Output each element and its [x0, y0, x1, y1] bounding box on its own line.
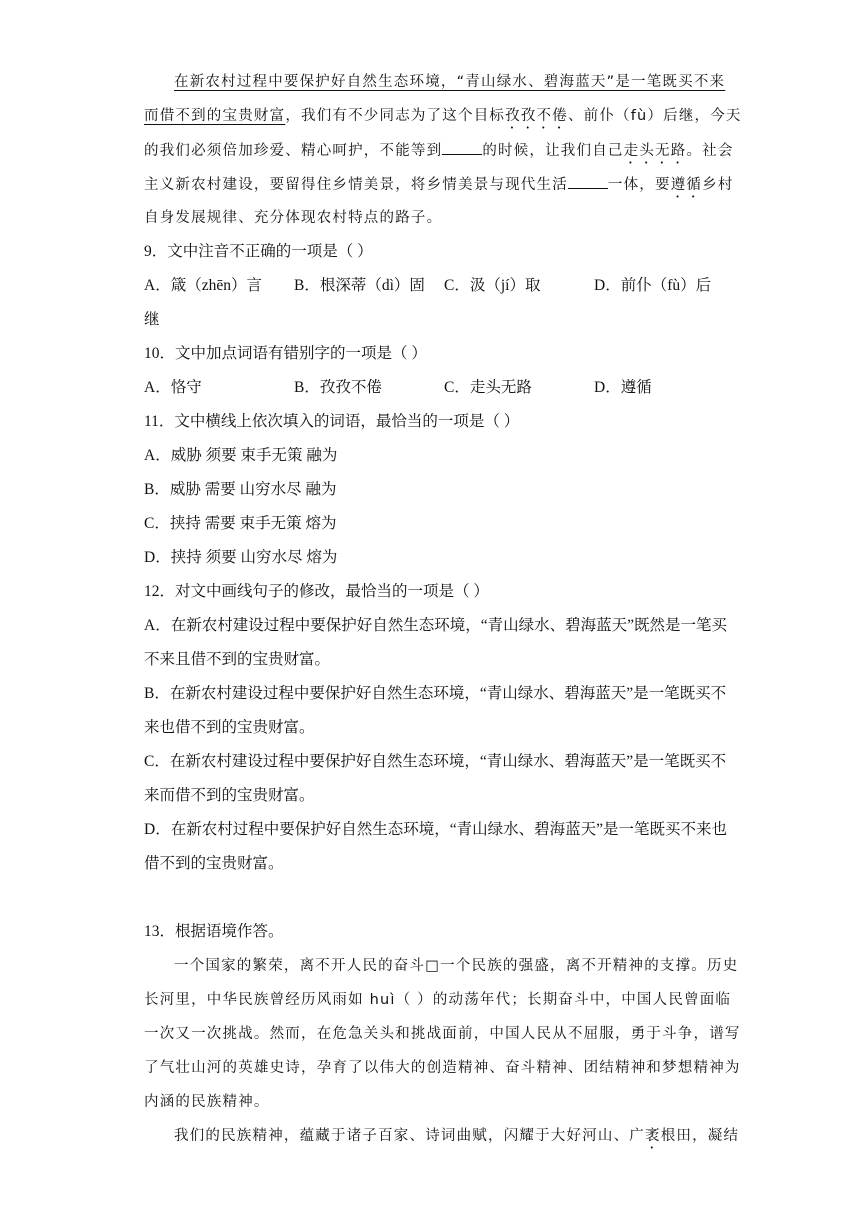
- q13-passage-line-2: 长河里，中华民族曾经历风雨如 huì（ ）的动荡年代；长期奋斗中，中国人民曾面临: [144, 992, 732, 1008]
- question-12-stem: 12．对文中画线句子的修改，最恰当的一项是（ ）: [144, 583, 489, 600]
- dotted-word-zunxun: 遵循: [670, 177, 703, 193]
- question-13-stem: 13．根据语境作答。: [144, 923, 284, 940]
- question-9-option-d-continued: 继: [144, 311, 160, 328]
- option-d[interactable]: D．挟持 须要 山穷水尽 熔为: [144, 549, 338, 566]
- q13-passage-line-5: 内涵的民族精神。: [144, 1094, 270, 1110]
- question-11-stem: 11．文中横线上依次填入的词语，最恰当的一项是（ ）: [144, 413, 520, 430]
- option-a[interactable]: A．箴（zhēn）言: [144, 277, 262, 294]
- passage-line-1: [174, 72, 725, 92]
- option-d[interactable]: D．前仆（fù）后: [594, 277, 712, 294]
- option-b[interactable]: B．威胁 需要 山穷水尽 融为: [144, 481, 337, 498]
- q13-passage-line-1: 一个国家的繁荣，离不开人民的奋斗□一个民族的强盛，离不开精神的支撑。历史: [174, 958, 739, 974]
- option-c-continued: 来而借不到的宝贵财富。: [144, 787, 315, 804]
- option-b[interactable]: B．孜孜不倦: [294, 379, 382, 396]
- underlined-sentence: 在新农村过程中要保护好自然生态环境，“青山绿水、碧海蓝天”是一笔既买不来: [174, 74, 726, 90]
- dotted-word-zoutouwulu: 走头无路: [623, 143, 687, 159]
- fill-blank-1: [442, 140, 482, 155]
- passage-line-5: 自身发展规律、充分体现农村特点的路子。: [144, 210, 443, 226]
- passage-line-3: 的我们必须倍加珍爱、精心呵护，不能等到 的时候，让我们自己走头无路。社会: [144, 140, 734, 167]
- option-b-continued: 来也借不到的宝贵财富。: [144, 719, 315, 736]
- option-d-continued: 借不到的宝贵财富。: [144, 855, 284, 872]
- question-9-stem: 9．文中注音不正确的一项是（ ）: [144, 243, 373, 260]
- q13-passage-line-3: 一次又一次挑战。然而，在危急关头和挑战面前，中国人民从不屈服，勇于斗争，谱写: [144, 1026, 741, 1042]
- option-b[interactable]: B．根深蒂（dì）固: [294, 277, 425, 294]
- option-a[interactable]: A．威胁 须要 束手无策 融为: [144, 447, 338, 464]
- question-10-stem: 10．文中加点词语有错别字的一项是（ ）: [144, 345, 427, 362]
- q13-passage-line-4: 了气壮山河的英雄史诗，孕育了以伟大的创造精神、奋斗精神、团结精神和梦想精神为: [144, 1060, 741, 1076]
- dotted-word-zizibujuan: 孜孜不倦: [505, 108, 568, 124]
- option-a[interactable]: A．恪守: [144, 379, 202, 396]
- option-d[interactable]: D．遵循: [594, 379, 652, 396]
- fill-blank-2: [568, 174, 608, 189]
- underlined-sentence-end: 而借不到的宝贵财富: [144, 108, 286, 124]
- option-c[interactable]: C．在新农村建设过程中要保护好自然生态环境，“青山绿水、碧海蓝天”是一笔既买不: [144, 753, 727, 770]
- option-c[interactable]: C．走头无路: [444, 379, 532, 396]
- option-b[interactable]: B．在新农村建设过程中要保护好自然生态环境，“青山绿水、碧海蓝天”是一笔既买不: [144, 685, 727, 702]
- q13-passage-line-6: 我们的民族精神，蕴藏于诸子百家、诗词曲赋，闪耀于大好河山、广袤根田，凝结: [174, 1128, 740, 1144]
- passage-line-2: 而借不到的宝贵财富，我们有不少同志为了这个目标孜孜不倦、前仆（fù）后继，今天: [144, 108, 742, 124]
- passage-line-4: 主义新农村建设，要留得住乡情美景，将乡情美景与现代生活 一体，要遵循乡村: [144, 174, 734, 201]
- dotted-char-mao: 袤: [645, 1128, 661, 1144]
- option-d[interactable]: D．在新农村过程中要保护好自然生态环境，“青山绿水、碧海蓝天”是一笔既买不来也: [144, 821, 727, 838]
- option-c[interactable]: C．汲（jí）取: [444, 277, 541, 294]
- option-c[interactable]: C．挟持 需要 束手无策 熔为: [144, 515, 337, 532]
- option-a[interactable]: A．在新农村建设过程中要保护好自然生态环境，“青山绿水、碧海蓝天”既然是一笔买: [144, 617, 727, 634]
- option-a-continued: 不来且借不到的宝贵财富。: [144, 651, 331, 668]
